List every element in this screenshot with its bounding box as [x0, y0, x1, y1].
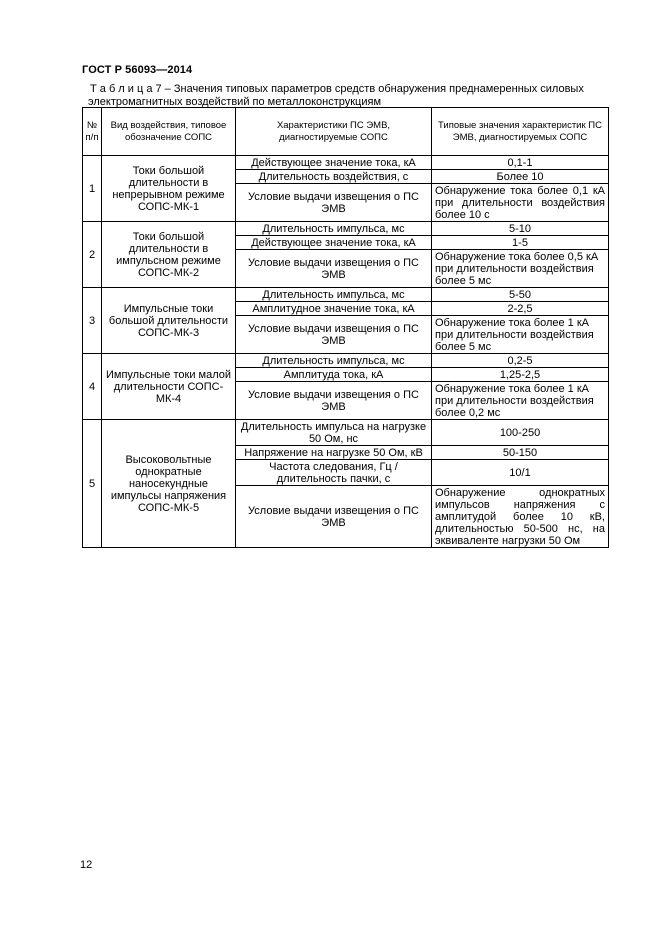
- table-row: [83, 420, 609, 446]
- param-name: Длительность импульса, мс: [236, 354, 432, 368]
- table-row: [83, 354, 609, 368]
- table-caption-line-2: электромагнитных воздействий по металлоконструкциям: [88, 96, 382, 108]
- param-value: Обнаружение тока более 0,1 кА при длительности воздействия более 10 с: [432, 184, 609, 222]
- param-name: Амплитудное значение тока, кА: [236, 302, 432, 316]
- param-value: 0,1-1: [432, 156, 609, 170]
- param-value: 0,2-5: [432, 354, 609, 368]
- impact-type: Токи большой длительности в непрерывном режиме СОПС-МК-1: [102, 156, 236, 222]
- param-value: Обнаружение тока более 0,5 кА при длительности воздействия более 5 мс: [432, 250, 609, 288]
- param-value: 5-50: [432, 288, 609, 302]
- table-row: [83, 156, 609, 170]
- impact-type: Импульсные токи малой длительности СОПС-МК-4: [102, 354, 236, 420]
- param-name: Длительность импульса на нагрузке 50 Ом, нс: [236, 420, 432, 446]
- header-typical-values: Типовые значения характеристик ПС ЭМВ, диагностируемых СОПС: [432, 108, 609, 156]
- header-impact-type: Вид воздействия, типовое обозначение СОПС: [102, 108, 236, 156]
- param-value: 100-250: [432, 420, 609, 446]
- param-name: Длительность импульса, мс: [236, 222, 432, 236]
- parameters-table: [82, 107, 609, 548]
- impact-type: Импульсные токи большой длительности СОПС-МК-3: [102, 288, 236, 354]
- header-number: № п/п: [83, 108, 102, 156]
- param-name: Амплитуда тока, кА: [236, 368, 432, 382]
- param-name: Напряжение на нагрузке 50 Ом, кВ: [236, 446, 432, 460]
- table-header-row: [83, 108, 609, 156]
- param-value: 1,25-2,5: [432, 368, 609, 382]
- row-number: 3: [83, 288, 102, 354]
- param-name: Условие выдачи извещения о ПС ЭМВ: [236, 250, 432, 288]
- param-value: 1-5: [432, 236, 609, 250]
- param-name: Длительность импульса, мс: [236, 288, 432, 302]
- param-value: 5-10: [432, 222, 609, 236]
- impact-type: Токи большой длительности в импульсном режиме СОПС-МК-2: [102, 222, 236, 288]
- param-name: Условие выдачи извещения о ПС ЭМВ: [236, 382, 432, 420]
- row-number: 4: [83, 354, 102, 420]
- header-characteristics: Характеристики ПС ЭМВ, диагностируемые СОПС: [236, 108, 432, 156]
- param-name: Условие выдачи извещения о ПС ЭМВ: [236, 184, 432, 222]
- row-number: 2: [83, 222, 102, 288]
- param-name: Условие выдачи извещения о ПС ЭМВ: [236, 316, 432, 354]
- param-name: Действующее значение тока, кА: [236, 236, 432, 250]
- row-number: 5: [83, 420, 102, 548]
- param-value: Обнаружение тока более 1 кА при длительности воздействия более 0,2 мс: [432, 382, 609, 420]
- param-name: Длительность воздействия, с: [236, 170, 432, 184]
- param-name: Частота следования, Гц / длительность пачки, с: [236, 460, 432, 486]
- param-value: 50-150: [432, 446, 609, 460]
- document-header: ГОСТ Р 56093—2014: [82, 64, 193, 76]
- param-name: Условие выдачи извещения о ПС ЭМВ: [236, 486, 432, 548]
- impact-type: Высоковольтные однократные наносекундные импульсы напряжения СОПС-МК-5: [102, 420, 236, 548]
- param-value: Обнаружение тока более 1 кА при длительности воздействия более 5 мс: [432, 316, 609, 354]
- param-value: 2-2,5: [432, 302, 609, 316]
- param-value: Более 10: [432, 170, 609, 184]
- row-number: 1: [83, 156, 102, 222]
- param-value: Обнаружение однократных импульсов напряжения с амплитудой более 10 кВ, длительностью 50-500 нс, на эквиваленте нагрузки 50 Ом: [432, 486, 609, 548]
- table-caption: [90, 83, 614, 109]
- table-row: [83, 288, 609, 302]
- param-value: 10/1: [432, 460, 609, 486]
- table-row: [83, 222, 609, 236]
- param-name: Действующее значение тока, кА: [236, 156, 432, 170]
- table-caption-line-1: Т а б л и ц а 7 – Значения типовых параметров средств обнаружения преднамеренных силовых: [90, 83, 584, 95]
- page-number: 12: [80, 859, 93, 871]
